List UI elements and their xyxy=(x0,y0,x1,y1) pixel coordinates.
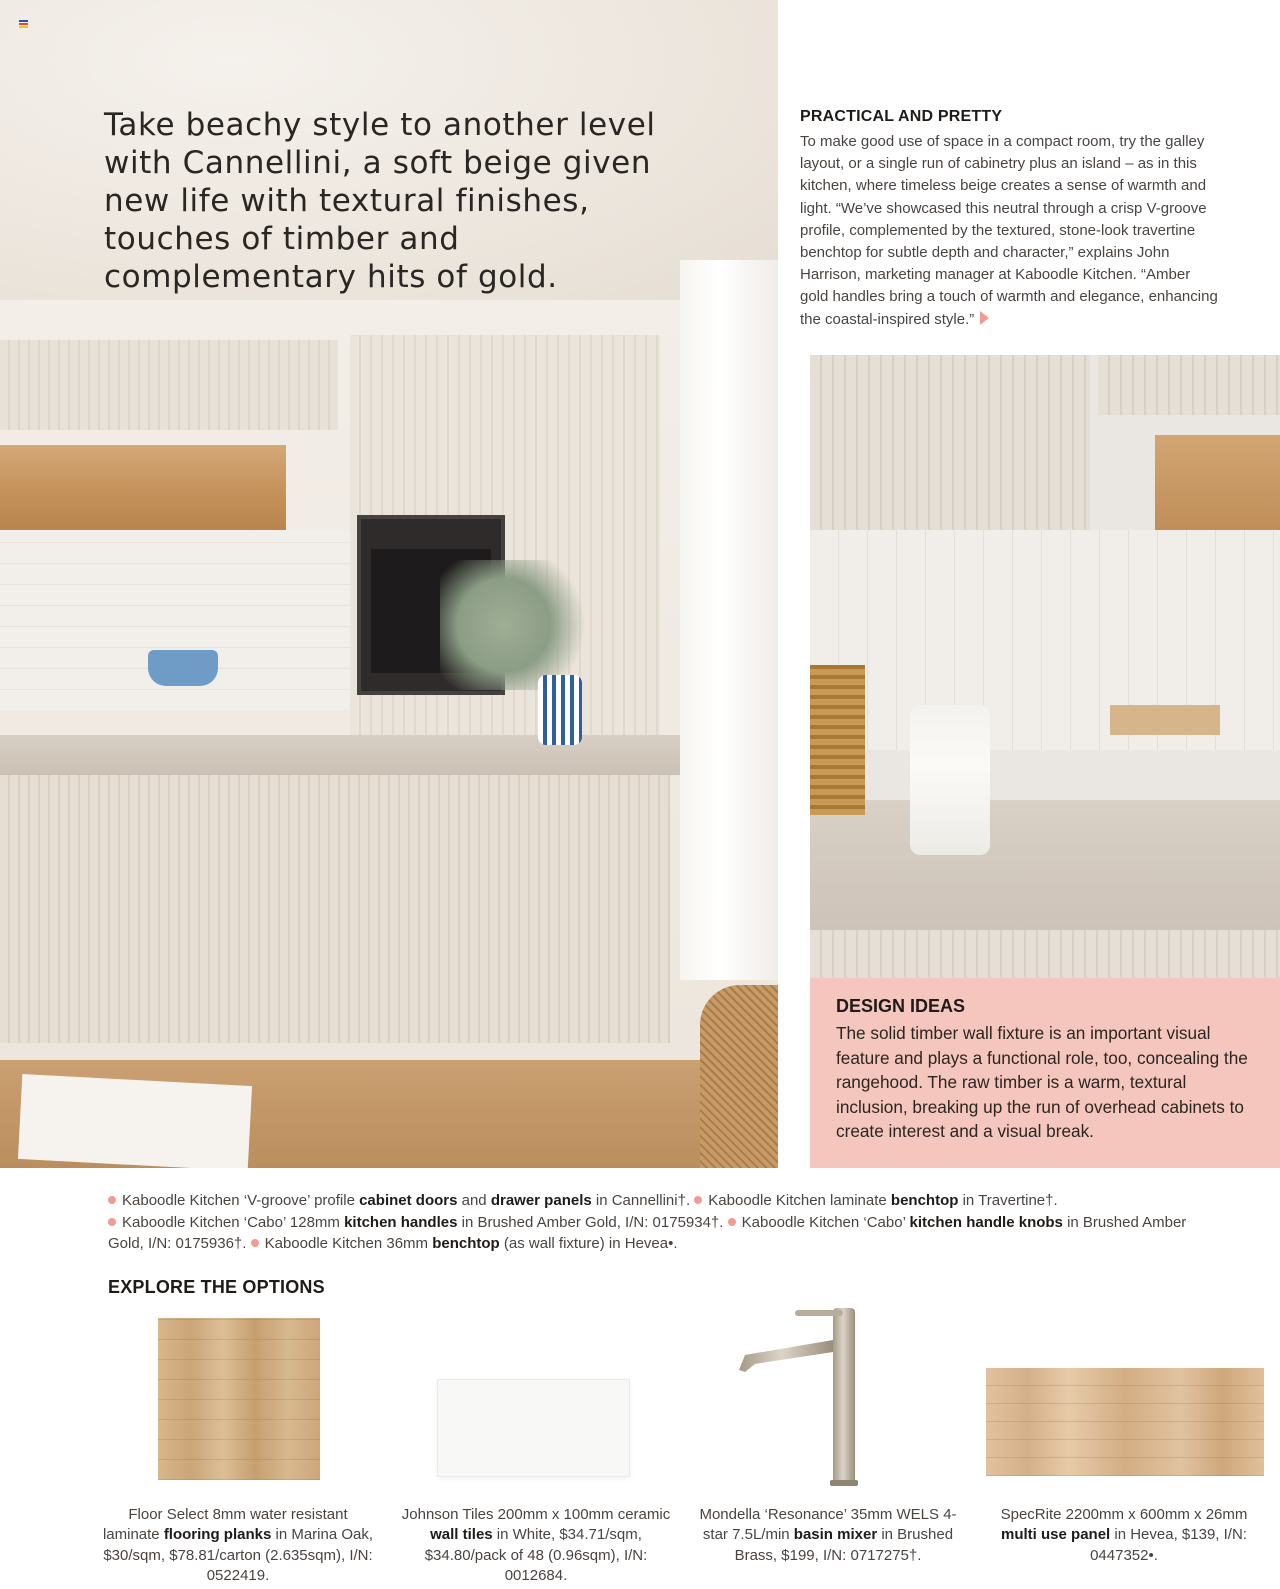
credit-text: Kaboodle Kitchen ‘V-groove’ profile xyxy=(122,1192,360,1209)
credit-bold: benchtop xyxy=(432,1235,500,1252)
bullet-dot-icon xyxy=(108,1196,116,1204)
product-text: in Hevea, $139, I/N: 0447352•. xyxy=(1090,1526,1247,1564)
product-text: in Marina Oak, $30/sqm, $78.81/carton (2.635sqm), I/N: 0522419. xyxy=(103,1526,374,1584)
flower-arrangement xyxy=(440,560,600,690)
product-text: Johnson Tiles 200mm x 100mm ceramic xyxy=(401,1506,671,1523)
milk-jug xyxy=(910,705,990,855)
product-text: SpecRite 2200mm x 600mm x 26mm xyxy=(1000,1506,1248,1523)
island-base-cabinets xyxy=(0,775,670,1043)
bullet-dot-icon xyxy=(108,1218,116,1226)
explore-heading: EXPLORE THE OPTIONS xyxy=(108,1277,325,1297)
bullet-dot-icon xyxy=(251,1239,259,1247)
credit-text: Kaboodle Kitchen ‘Cabo’ 128mm xyxy=(122,1213,345,1231)
flag-icon xyxy=(19,20,28,28)
credit-text: Kaboodle Kitchen laminate xyxy=(708,1192,891,1209)
benchtop-detail xyxy=(810,800,1280,930)
credit-bold: benchtop xyxy=(890,1192,959,1209)
sheer-curtain xyxy=(680,260,778,980)
credit-text: and xyxy=(457,1192,491,1209)
upper-cabinets-detail xyxy=(810,355,1090,530)
timber-tray xyxy=(1110,705,1220,735)
credit-bold: drawer panels xyxy=(490,1192,592,1209)
product-tile-caption xyxy=(400,1505,672,1586)
design-ideas-box xyxy=(810,978,1280,1168)
kitchen-detail-photo xyxy=(810,355,1280,978)
product-bold: multi use panel xyxy=(1001,1526,1111,1544)
timber-fixture-detail xyxy=(1155,435,1280,535)
product-credits xyxy=(108,1190,1208,1255)
product-text: Floor Select 8mm water resistant laminate xyxy=(102,1506,348,1544)
credit-text: (as wall fixture) in Hevea•. xyxy=(499,1235,678,1252)
credit-text: in Travertine†. xyxy=(958,1192,1058,1209)
design-ideas-heading: DESIGN IDEAS xyxy=(836,996,966,1016)
practical-section xyxy=(800,108,1220,331)
striped-vase xyxy=(538,675,582,745)
base-cabinets-detail xyxy=(810,930,1280,978)
credit-text: in Cannellini†. xyxy=(591,1192,691,1209)
product-mixer-caption xyxy=(690,1505,966,1566)
basin-mixer-image[interactable] xyxy=(725,1300,875,1486)
timber-wall-fixture xyxy=(0,445,286,530)
product-bold: basin mixer xyxy=(793,1526,878,1544)
hero-kitchen-photo xyxy=(0,0,778,1168)
upper-cabinets xyxy=(0,340,338,430)
practical-body-text: To make good use of space in a compact room, try the galley layout, or a single run of cabinetry plus an island – as in this kitchen, where timeless beige creates a sense of warmth and light. “We’ve showcased this neutral through a crisp V-groove profile, complemented by the textured, stone-look travertine benchtop for subtle depth and character,” explains John Harrison, marketing manager at Kaboodle Kitchen. “Amber gold handles bring a touch of warmth and elegance, enhancing the coastal-inspired style.” xyxy=(800,133,1218,328)
bullet-dot-icon xyxy=(694,1196,702,1204)
bullet-dot-icon xyxy=(728,1218,736,1226)
flooring-plank-swatch[interactable] xyxy=(158,1318,320,1480)
practical-body xyxy=(800,131,1220,331)
blue-pot xyxy=(148,650,218,686)
product-flooring-caption xyxy=(100,1505,376,1586)
continue-arrow-icon xyxy=(980,311,989,325)
credit-bold: kitchen handle knobs xyxy=(909,1213,1063,1231)
design-ideas-body: The solid timber wall fixture is an important visual feature and plays a functional role, too, concealing the rangehood. The raw timber is a warm, textural inclusion, breaking up the run of overhead cabinets to create interest and a visual break. xyxy=(836,1023,1248,1142)
island-benchtop xyxy=(0,735,690,775)
product-text: Mondella ‘Resonance’ 35mm WELS 4-star 7.5L/min xyxy=(699,1506,957,1544)
wall-tile-swatch[interactable] xyxy=(438,1380,629,1476)
practical-heading: PRACTICAL AND PRETTY xyxy=(800,108,1003,125)
credit-text: Kaboodle Kitchen ‘Cabo’ xyxy=(741,1213,910,1231)
hero-headline: Take beachy style to another level with Cannellini, a soft beige given new life with textural finishes, touches of timber and complementary hits of gold. xyxy=(104,107,656,295)
child-drawing xyxy=(18,1074,252,1168)
credit-text: in Brushed Amber Gold, I/N: 0175936†. xyxy=(108,1213,1187,1252)
product-panel-caption xyxy=(990,1505,1258,1566)
credit-bold: cabinet doors xyxy=(359,1192,458,1209)
credit-text: in Brushed Amber Gold, I/N: 0175934†. xyxy=(457,1213,724,1231)
multi-use-panel-swatch[interactable] xyxy=(986,1368,1264,1476)
credit-text: Kaboodle Kitchen 36mm xyxy=(264,1235,433,1252)
upper-cabinets-right xyxy=(1098,355,1280,415)
credit-bold: kitchen handles xyxy=(344,1213,458,1231)
product-text: in White, $34.71/sqm, $34.80/pack of 48 (0.96sqm), I/N: 0012684. xyxy=(424,1526,648,1584)
product-bold: flooring planks xyxy=(163,1526,272,1544)
product-text: in Brushed Brass, $199, I/N: 0717275†. xyxy=(734,1526,954,1564)
rattan-chair xyxy=(700,985,778,1168)
cereal-jar xyxy=(810,665,865,815)
product-bold: wall tiles xyxy=(430,1526,493,1544)
